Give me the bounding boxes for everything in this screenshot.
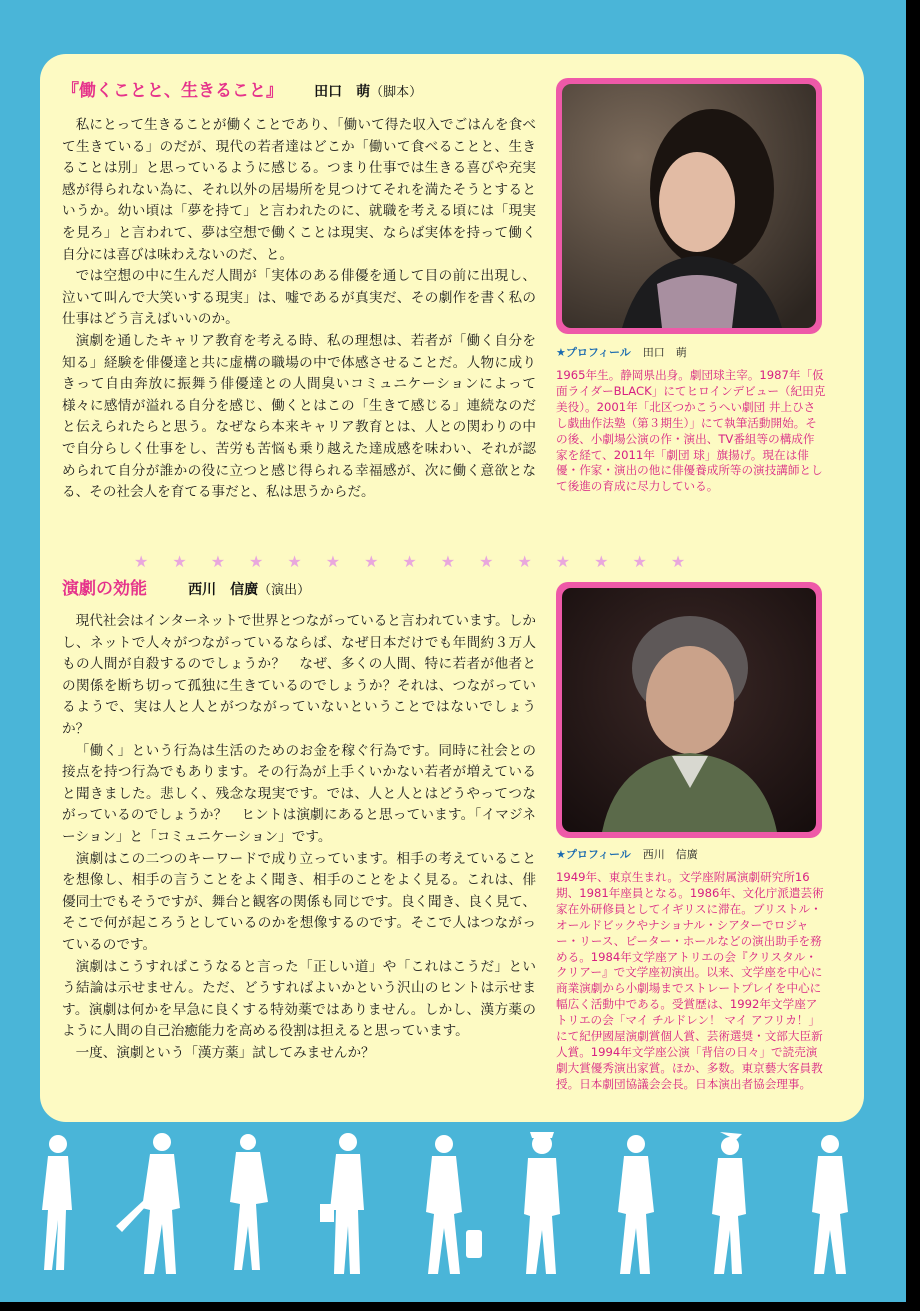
- article2-header: [62, 574, 310, 599]
- portrait-woman-image: [562, 84, 816, 328]
- profile2-photo: [556, 582, 822, 838]
- article1-role: （脚本）: [370, 85, 423, 100]
- profile1-text: 1965年生。静岡県出身。劇団球主宰。1987年「仮面ライダーBLACK」にてヒロインデビュー（紀田克美役）。2001年「北区つかこうへい劇団 井上ひさし戯曲作法塾（第３期生）」にて執筆活動開始。その後、小劇場公演の作・演出、TV番組等の構成作家を経て、2011年「劇団 球」旗揚げ。現在は俳優・作家・演出の他に俳優養成所等の演技講師として後進の育成に尽力している。: [556, 368, 826, 494]
- profile1-label: ★プロフィール: [556, 346, 631, 359]
- profile1-photo: [556, 78, 822, 334]
- profile2-label: ★プロフィール: [556, 848, 631, 861]
- divider-star: ★: [440, 552, 456, 571]
- divider-star: ★: [287, 552, 302, 571]
- article2-role: （演出）: [258, 583, 311, 598]
- article1-paragraph: 演劇を通したキャリア教育を考える時、私の理想は、若者が「働く自分を知る」経験を俳優達と共に虚構の職場の中で体感させることだ。人物に成りきって自由奔放に振舞う俳優達との人間臭いコミュニケーションによって様々に感情が溢れる自分を感じ、働くとはこの「生きて感じる」連続なのだと伝えられたらと思う。なぜなら本来キャリア教育とは、人との関わりの中で自分らしく仕事をし、苦労も苦悩も乗り越えた達成感を味わい、それが認められて自分が誰かの役に立つと感じ得られる幸福感が、次に働く意欲となる、その社会人を育てる事だと、私は思うからだ。: [62, 332, 536, 501]
- article1-author: 田口 萌: [314, 84, 371, 100]
- portrait-man-image: [562, 588, 816, 832]
- divider-star: ★: [594, 552, 609, 571]
- silhouette-person-icon: [524, 1132, 560, 1274]
- silhouette-person-icon: [812, 1135, 848, 1274]
- divider-star: ★: [555, 552, 571, 571]
- article1-paragraph: では空想の中に生んだ人間が「実体のある俳優を通して目の前に出現し、泣いて叫んで大笑いする現実」は、嘘であるが真実だ、その劇作を書く私の仕事はどう言えばいいのか。: [62, 268, 536, 328]
- divider-star: ★: [364, 552, 379, 571]
- silhouette-person-icon: [426, 1135, 482, 1274]
- silhouette-person-icon: [320, 1133, 364, 1274]
- divider-star: ★: [479, 552, 494, 571]
- divider-star: ★: [210, 552, 226, 571]
- article2-author: 西川 信廣: [188, 582, 259, 598]
- silhouette-person-icon: [618, 1135, 654, 1274]
- divider-star: ★: [134, 552, 149, 571]
- silhouette-person-icon: [116, 1133, 180, 1274]
- silhouette-person-icon: [712, 1132, 746, 1274]
- article1-paragraph: 私にとって生きることが働くことであり、「働いて得た収入でごはんを食べて生きている」のだが、現代の若者達はどこか「働いて食べることと、生きることは別」と思っているように感じる。つまり仕事では生きる喜びや充実感が得られない為に、それ以外の居場所を見つけてそれを満たそうとするというか。幼い頃は「夢を持て」と言われたのに、就職を考える頃には「現実を見ろ」と言われて、夢は空想で働くことは現実、ならば実体を持って働く自分には喜びは味わえないのだ、と。: [62, 117, 536, 263]
- profile2-name: 西川 信廣: [642, 848, 698, 861]
- walking-people-silhouettes: [30, 1130, 870, 1290]
- divider-star: ★: [325, 552, 341, 571]
- divider-star: ★: [632, 552, 647, 571]
- profile1-heading: [556, 344, 687, 360]
- star-divider: [134, 552, 685, 571]
- divider-star: ★: [172, 552, 187, 571]
- article2-paragraph: 一度、演劇という「漢方薬」試してみませんか？: [75, 1044, 375, 1061]
- divider-star: ★: [670, 552, 686, 571]
- silhouette-person-icon: [230, 1134, 268, 1270]
- article1-header: [62, 76, 422, 101]
- profile2-text: 1949年、東京生まれ。文学座附属演劇研究所16期、1981年座員となる。1986年、文化庁派遣芸術家在外研修員としてイギリスに滞在。ブリストル・オールドビックやナショナル・シアターでロジャー・リース、ピーター・ホールなどの演出助手を務める。1984年文学座アトリエの会『クリスタル・クリアー』で文学座初演出。以来、文学座を中心に商業演劇から小劇場までストレートプレイを中心に幅広く活動中である。受賞歴は、1992年文学座アトリエの会「マイ チルドレン！ マイ アフリカ！」にて紀伊國屋演劇賞個人賞、芸術選奨・文部大臣新人賞。1994年文学座公演「背信の日々」で読売演劇大賞優秀演出家賞。ほか、多数。東京藝大客員教授。日本劇団協議会会長。日本演出者協会理事。: [556, 870, 824, 1091]
- article1-body: [62, 115, 536, 504]
- article2-paragraph: 「働く」という行為は生活のためのお金を稼ぐ行為です。同時に社会との接点を持つ行為でもあります。その行為が上手くいかない若者が増えていると聞きました。悲しく、残念な現実です。では、人と人とはどうやってつながっているのでしょうか？ ヒントは演劇にあると思っています。「イマジネーション」と「コミュニケーション」です。: [62, 742, 536, 845]
- divider-star: ★: [249, 552, 264, 571]
- profile2-heading: [556, 846, 698, 862]
- silhouette-person-icon: [42, 1135, 72, 1270]
- article2-paragraph: 演劇はこうすればこうなると言った「正しい道」や「これはこうだ」という結論は示せません。ただ、どうすればよいかという沢山のヒントは示せます。演劇は何かを早急に良くする特効薬ではありません。しかし、漢方薬のように人間の自己治癒能力を高める役割は担えると思っています。: [62, 958, 536, 1040]
- profile1-name: 田口 萌: [642, 346, 687, 359]
- article2-paragraph: 演劇はこの二つのキーワードで成り立っています。相手の考えていることを想像し、相手の言うことをよく聞き、相手のことをよく見る。これは、俳優同士でもそうですが、舞台と観客の関係も同じです。良く聞き、良く見て、そこで何が起ころうとしているのかを想像するのです。そこで人はつながっているのです。: [62, 850, 536, 953]
- article2-title: 演劇の効能: [62, 579, 147, 599]
- article2-paragraph: 現代社会はインターネットで世界とつながっていると言われています。しかし、ネットで人々がつながっているならば、なぜ日本だけでも年間約３万人もの人間が自殺するのでしょうか？ なぜ、多くの人間、特に若者が他者との関係を断ち切って孤独に生きているのでしょうか？それは、つながっているようで、実は人と人とがつながっていないということではないでしょうか？: [62, 613, 536, 737]
- divider-star: ★: [402, 552, 417, 571]
- divider-star: ★: [517, 552, 532, 571]
- article2-body: [62, 611, 536, 1064]
- article1-title: 『働くことと、生きること』: [62, 81, 283, 101]
